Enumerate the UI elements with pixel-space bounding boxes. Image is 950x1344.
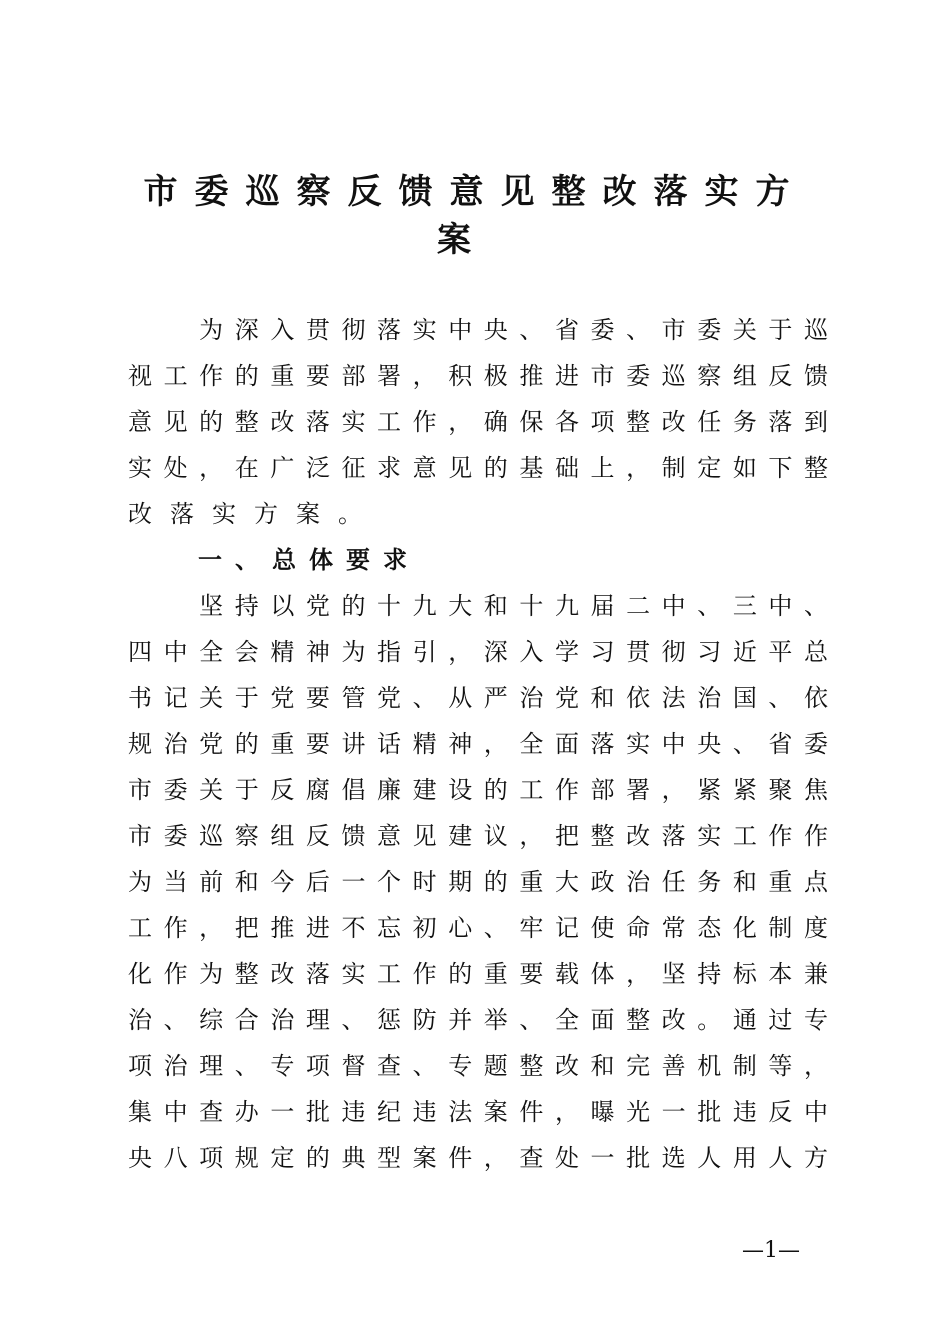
section-line: 化作为整改落实工作的重要载体，坚持标本兼 bbox=[128, 960, 828, 988]
section-line: 市委巡察组反馈意见建议，把整改落实工作作 bbox=[128, 822, 828, 850]
section-line: 四中全会精神为指引，深入学习贯彻习近平总 bbox=[128, 638, 828, 666]
section-heading: 一、总体要求 bbox=[198, 546, 420, 574]
page-number: —1— bbox=[742, 1238, 800, 1263]
section-line: 治、综合治理、惩防并举、全面整改。通过专 bbox=[128, 1006, 828, 1034]
section-line: 央八项规定的典型案件，查处一批选人用人方 bbox=[128, 1144, 828, 1172]
section-line: 项治理、专项督查、专题整改和完善机制等， bbox=[128, 1052, 828, 1080]
intro-line: 为深入贯彻落实中央、省委、市委关于巡 bbox=[128, 316, 828, 344]
intro-line: 意见的整改落实工作，确保各项整改任务落到 bbox=[128, 408, 828, 436]
document-title-line-2: 案 bbox=[437, 220, 488, 260]
section-line: 集中查办一批违纪违法案件，曝光一批违反中 bbox=[128, 1098, 828, 1126]
section-line: 市委关于反腐倡廉建设的工作部署，紧紧聚焦 bbox=[128, 776, 828, 804]
document-title-line-1: 市委巡察反馈意见整改落实方 bbox=[143, 172, 807, 212]
section-line: 工作，把推进不忘初心、牢记使命常态化制度 bbox=[128, 914, 828, 942]
intro-line: 视工作的重要部署，积极推进市委巡察组反馈 bbox=[128, 362, 828, 390]
section-line: 规治党的重要讲话精神，全面落实中央、省委 bbox=[128, 730, 828, 758]
intro-line: 实处，在广泛征求意见的基础上，制定如下整 bbox=[128, 454, 828, 482]
section-line: 书记关于党要管党、从严治党和依法治国、依 bbox=[128, 684, 828, 712]
intro-line: 改落实方案。 bbox=[128, 500, 380, 528]
section-line: 坚持以党的十九大和十九届二中、三中、 bbox=[128, 592, 828, 620]
section-line: 为当前和今后一个时期的重大政治任务和重点 bbox=[128, 868, 828, 896]
